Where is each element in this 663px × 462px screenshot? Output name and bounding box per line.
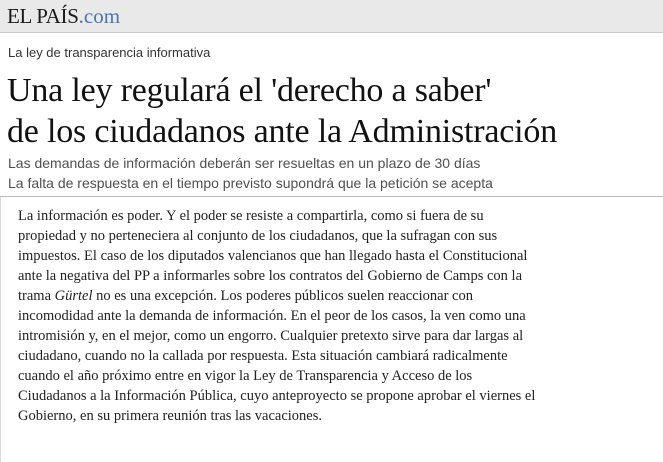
body-text-run: trama <box>18 288 55 304</box>
logo-name: EL PAÍS <box>7 4 79 28</box>
body-line: La información es poder. Y el poder se resiste a compartirla, como si fuera de su <box>18 208 484 224</box>
body-line: ante la negativa del PP a informarles sobre los contratos del Gobierno de Camps con la <box>18 268 523 284</box>
article-headline <box>7 70 663 152</box>
subtitle-line: La falta de respuesta en el tiempo previsto supondrá que la petición se acepta <box>8 175 493 191</box>
body-paragraph <box>18 206 658 426</box>
site-logo[interactable] <box>7 5 120 27</box>
headline-line: de los ciudadanos ante la Administración <box>7 113 558 150</box>
body-line <box>18 286 658 306</box>
body-line: incomodidad ante la demanda de información. En el peor de los casos, la ven como una <box>18 308 526 324</box>
headline-line: Una ley regulará el 'derecho a saber' <box>7 72 492 109</box>
body-line: cuando el año próximo entre en vigor la Ley de Transparencia y Acceso de los <box>18 368 473 384</box>
subtitle-line: Las demandas de información deberán ser resueltas en un plazo de 30 días <box>8 155 481 171</box>
logo-domain: .com <box>78 4 121 28</box>
body-text-run: no es una excepción. Los poderes públicos suelen reaccionar con <box>92 288 473 304</box>
body-line: Ciudadanos a la Información Pública, cuyo anteproyecto se propone aprobar el viernes el <box>18 388 536 404</box>
article-subtitles <box>8 153 493 193</box>
article-body <box>0 197 663 462</box>
body-line: intromisión y, en el mejor, como un engorro. Cualquier pretexto sirve para dar largas al <box>18 328 524 344</box>
body-italic-term: Gürtel <box>54 288 93 304</box>
article-kicker: La ley de transparencia informativa <box>8 45 211 60</box>
masthead <box>0 0 663 33</box>
body-line: impuestos. El caso de los diputados valencianos que han llegado hasta el Constitucional <box>18 248 528 264</box>
body-line: Gobierno, en su primera reunión tras las vacaciones. <box>18 408 322 424</box>
body-line: propiedad y no perteneciera al conjunto de los ciudadanos, que la sufragan con sus <box>18 228 498 244</box>
body-line: ciudadano, cuando no la callada por respuesta. Esta situación cambiará radicalmente <box>18 348 508 364</box>
